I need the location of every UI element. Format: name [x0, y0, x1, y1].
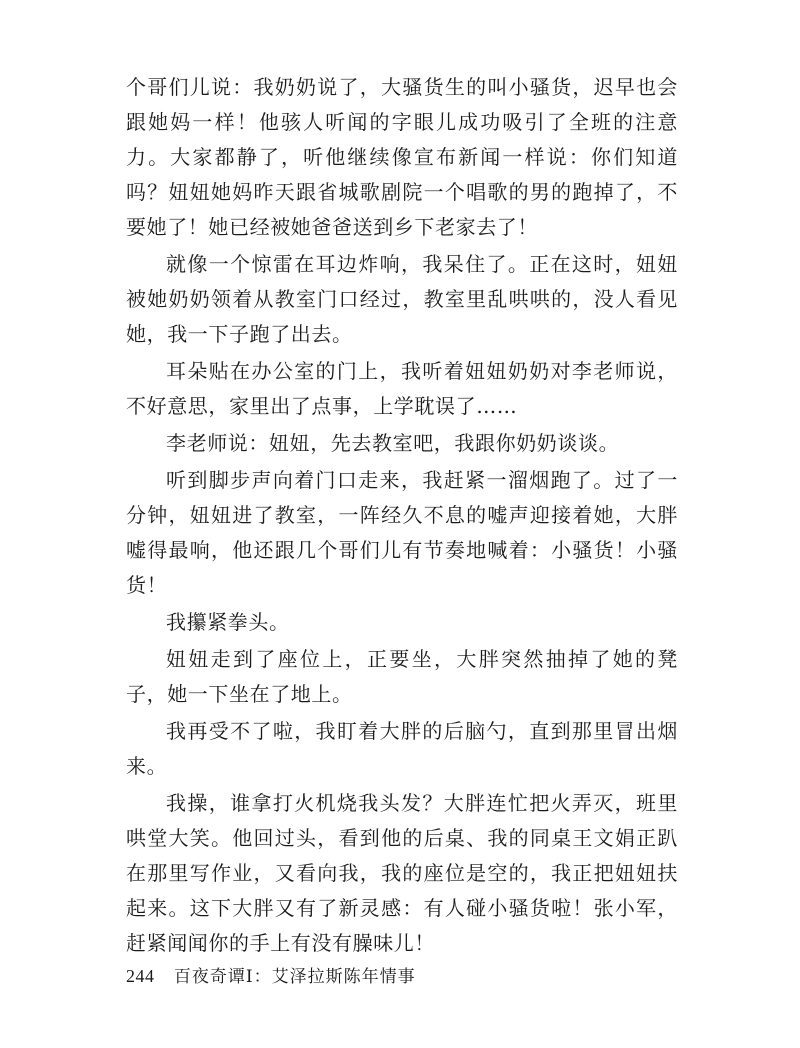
paragraph-2: 就像一个惊雷在耳边炸响，我呆住了。正在这时，妞妞被她奶奶领着从教室门口经过，教室里乱哄哄的，没人看见她，我一下子跑了出去。	[126, 252, 678, 346]
page-number: 244	[126, 966, 155, 986]
paragraph-8: 我再受不了啦，我盯着大胖的后脑勺，直到那里冒出烟来。	[126, 719, 678, 778]
paragraph-3: 耳朵贴在办公室的门上，我听着妞妞奶奶对李老师说，不好意思，家里出了点事，上学耽误了……	[126, 359, 678, 418]
running-title: 百夜奇谭Ⅰ：艾泽拉斯陈年情事	[173, 967, 416, 987]
paragraph-6: 我攥紧拳头。	[166, 610, 290, 634]
paragraph-9: 我操，谁拿打火机烧我头发？大胖连忙把火弄灭，班里哄堂大笑。他回过头，看到他的后桌、我的同桌王文娟正趴在那里写作业，又看向我，我的座位是空的，我正把妞妞扶起来。这下大胖又有了新灵感：有人碰小骚货啦！张小军，赶紧闻闻你的手上有没有臊味儿！	[126, 791, 678, 955]
page-footer	[126, 964, 416, 989]
paragraph-4: 李老师说：妞妞，先去教室吧，我跟你奶奶谈谈。	[166, 431, 620, 455]
paragraph-1: 个哥们儿说：我奶奶说了，大骚货生的叫小骚货，迟早也会跟她妈一样！他骇人听闻的字眼儿成功吸引了全班的注意力。大家都静了，听他继续像宣布新闻一样说：你们知道吗？妞妞她妈昨天跟省城歌剧院一个唱歌的男的跑掉了，不要她了！她已经被她爸爸送到乡下老家去了！	[126, 75, 678, 239]
body-text	[126, 70, 678, 963]
paragraph-5: 听到脚步声向着门口走来，我赶紧一溜烟跑了。过了一分钟，妞妞进了教室，一阵经久不息的嘘声迎接着她，大胖嘘得最响，他还跟几个哥们儿有节奏地喊着：小骚货！小骚货！	[126, 468, 678, 597]
paragraph-7: 妞妞走到了座位上，正要坐，大胖突然抽掉了她的凳子，她一下坐在了地上。	[126, 647, 678, 706]
